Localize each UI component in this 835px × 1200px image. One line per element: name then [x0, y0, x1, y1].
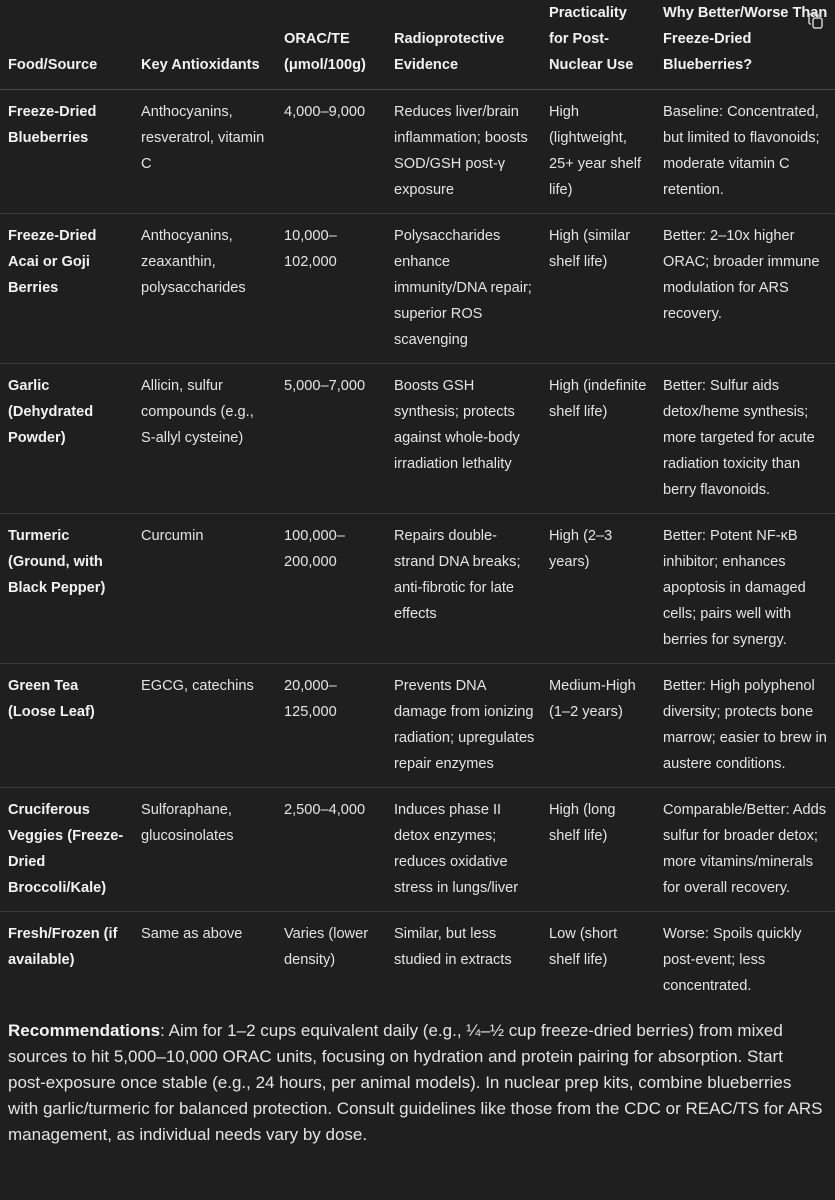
cell-orac: 4,000–9,000	[276, 90, 386, 214]
cell-practicality: Low (short shelf life)	[549, 926, 618, 968]
cell-orac: 20,000–125,000	[276, 664, 386, 788]
table-row	[0, 664, 835, 788]
cell-food: Fresh/Frozen (if available)	[8, 926, 118, 968]
recommendations-label: Recommendations	[8, 1021, 161, 1040]
column-header-comparison: Why Better/Worse Than Freeze-Dried Blueberries?	[655, 0, 835, 90]
cell-comparison: Better: High polyphenol diversity; protects bone marrow; easier to brew in austere conditions.	[655, 664, 835, 788]
cell-orac: 10,000–102,000	[276, 214, 386, 364]
cell-orac: Varies (lower density)	[284, 926, 369, 968]
cell-food: Turmeric (Ground, with Black Pepper)	[0, 514, 133, 664]
cell-evidence: Repairs double-strand DNA breaks; anti-fibrotic for late effects	[386, 514, 541, 664]
recommendations-paragraph	[0, 1009, 835, 1148]
cell-food: Freeze-Dried Acai or Goji Berries	[0, 214, 133, 364]
cell-evidence: Boosts GSH synthesis; protects against whole-body irradiation lethality	[386, 364, 541, 514]
cell-evidence: Similar, but less studied in extracts	[394, 926, 512, 968]
table-header-row	[0, 0, 835, 90]
column-header-practicality: Practicality for Post-Nuclear Use	[541, 0, 655, 90]
cell-antioxidants: EGCG, catechins	[133, 664, 276, 788]
recommendations-text: : Aim for 1–2 cups equivalent daily (e.g., ¼–½ cup freeze-dried berries) from mixed sources to hit 5,000–10,000 ORAC units, focusing on hydration and protein pairing for absorption. Start post-exposure once stable (e.g., 24 hours, per animal models). In nuclear prep kits, combine blueberries with garlic/turmeric for balanced protection. Consult guidelines like those from the CDC or REAC/TS for ARS management, as individual needs vary by dose.	[8, 1021, 823, 1144]
cell-practicality: High (similar shelf life)	[541, 214, 655, 364]
cell-food: Green Tea (Loose Leaf)	[0, 664, 133, 788]
cell-comparison: Baseline: Concentrated, but limited to flavonoids; moderate vitamin C retention.	[655, 90, 835, 214]
cell-practicality: High (lightweight, 25+ year shelf life)	[541, 90, 655, 214]
cell-comparison: Comparable/Better: Adds sulfur for broader detox; more vitamins/minerals for overall recovery.	[655, 788, 835, 912]
cell-evidence: Reduces liver/brain inflammation; boosts SOD/GSH post-γ exposure	[386, 90, 541, 214]
copy-table-button[interactable]	[805, 10, 827, 32]
table-row	[0, 364, 835, 514]
cell-comparison: Better: Potent NF-κB inhibitor; enhances apoptosis in damaged cells; pairs well with berries for synergy.	[655, 514, 835, 664]
table-row	[0, 214, 835, 364]
cell-food: Garlic (Dehydrated Powder)	[0, 364, 133, 514]
cell-practicality: High (long shelf life)	[541, 788, 655, 912]
cell-evidence: Polysaccharides enhance immunity/DNA repair; superior ROS scavenging	[386, 214, 541, 364]
cell-practicality: High (2–3 years)	[541, 514, 655, 664]
cell-practicality: Medium-High (1–2 years)	[541, 664, 655, 788]
table-row	[0, 912, 835, 1010]
cell-comparison: Better: 2–10x higher ORAC; broader immune modulation for ARS recovery.	[655, 214, 835, 364]
column-header-food-source: Food/Source	[0, 0, 133, 90]
cell-practicality: High (indefinite shelf life)	[541, 364, 655, 514]
cell-antioxidants: Sulforaphane, glucosinolates	[133, 788, 276, 912]
cell-orac: 5,000–7,000	[276, 364, 386, 514]
table-row	[0, 514, 835, 664]
cell-antioxidants: Anthocyanins, zeaxanthin, polysaccharides	[133, 214, 276, 364]
cell-orac: 100,000–200,000	[276, 514, 386, 664]
cell-comparison: Worse: Spoils quickly post-event; less concentrated.	[663, 926, 802, 994]
column-header-orac: ORAC/TE (μmol/100g)	[276, 0, 386, 90]
cell-antioxidants: Same as above	[141, 926, 243, 942]
cell-comparison: Better: Sulfur aids detox/heme synthesis; more targeted for acute radiation toxicity than berry flavonoids.	[655, 364, 835, 514]
cell-food: Cruciferous Veggies (Freeze-Dried Broccoli/Kale)	[0, 788, 133, 912]
column-header-key-antioxidants: Key Antioxidants	[133, 0, 276, 90]
column-header-radioprotective-evidence: Radioprotective Evidence	[386, 0, 541, 90]
cell-evidence: Prevents DNA damage from ionizing radiation; upregulates repair enzymes	[386, 664, 541, 788]
table-row	[0, 788, 835, 912]
table-row	[0, 90, 835, 214]
cell-food: Freeze-Dried Blueberries	[0, 90, 133, 214]
cell-antioxidants: Allicin, sulfur compounds (e.g., S-allyl cysteine)	[133, 364, 276, 514]
cell-antioxidants: Anthocyanins, resveratrol, vitamin C	[133, 90, 276, 214]
cell-orac: 2,500–4,000	[276, 788, 386, 912]
cell-evidence: Induces phase II detox enzymes; reduces oxidative stress in lungs/liver	[386, 788, 541, 912]
cell-antioxidants: Curcumin	[133, 514, 276, 664]
copy-icon	[805, 10, 827, 32]
